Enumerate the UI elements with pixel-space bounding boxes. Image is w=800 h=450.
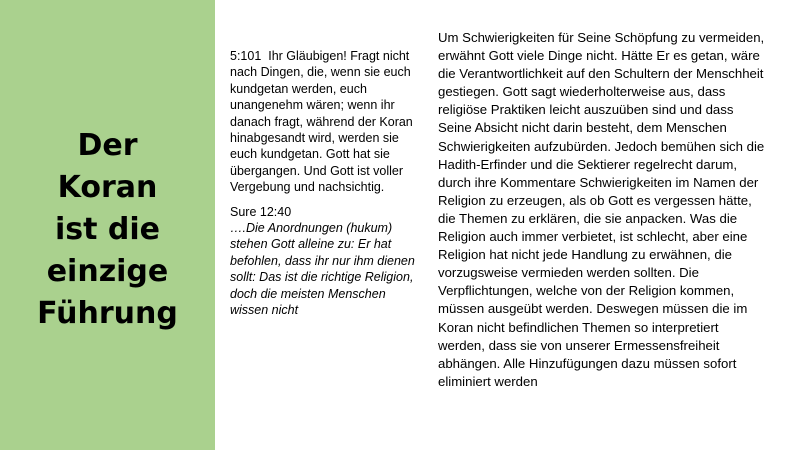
title-line: Koran bbox=[57, 170, 158, 205]
title-line: Der bbox=[77, 128, 138, 163]
quran-verses-column bbox=[230, 48, 415, 327]
page-title bbox=[37, 125, 178, 335]
verse-12-40 bbox=[230, 204, 415, 319]
verse-reference: Sure 12:40 bbox=[230, 204, 292, 219]
title-line: einzige bbox=[46, 254, 169, 289]
title-line: ist die bbox=[54, 212, 160, 247]
title-line: Führung bbox=[37, 296, 178, 331]
commentary-column bbox=[438, 29, 768, 391]
title-panel bbox=[0, 0, 215, 450]
verse-reference: 5:101 bbox=[230, 49, 262, 63]
verse-text: Ihr Gläubigen! Fragt nicht nach Dingen, die, wenn sie euch kundgetan werden, euch unangenehm wären; wenn ihr danach fragt, während der Koran hinabgesandt wird, werden sie euch kundgetan. Gott hat sie übergangen. Und Gott ist voller Vergebung und nachsichtig. bbox=[230, 49, 413, 195]
verse-quote: ….Die Anordnungen (hukum) stehen Gott alleine zu: Er hat befohlen, dass ihr nur ihm dienen sollt: Das ist die richtige Religion, doch die meisten Menschen wissen nicht bbox=[230, 221, 415, 318]
commentary-paragraph: Um Schwierigkeiten für Seine Schöpfung zu vermeiden, erwähnt Gott viele Dinge nicht. Hätte Er es getan, wäre die Verantwortlichkeit auf den Schultern der Menschheit gestiegen. Gott sagt wiederholterweise aus, dass religiöse Praktiken leicht auszuüben sind und dass Seine Absicht nicht darin besteht, dem Menschen Schwierigkeiten aufzubürden. Jedoch bemühen sich die Hadith-Erfinder und die Sektierer regelrecht darum, durch ihre Kommentare Schwierigkeiten im Namen der Religion zu erzeugen, als ob Gott es vergessen hätte, die Themen zu erklären, die sie anpacken. Was die Religion auch immer verbietet, ist schlecht, aber eine Religion hat nicht jede Handlung zu erwähnen, die vorzugsweise vermieden werden sollten. Die Verpflichtungen, welche von der Religion kommen, müssen ausgeübt werden. Deswegen müssen die im Koran nicht befindlichen Themen so interpretiert werden, dass sie von unserer Ermessensfreiheit abhängen. Alle Hinzufügungen dazu müssen sofort eliminiert werden bbox=[438, 30, 765, 389]
verse-5-101 bbox=[230, 48, 415, 196]
